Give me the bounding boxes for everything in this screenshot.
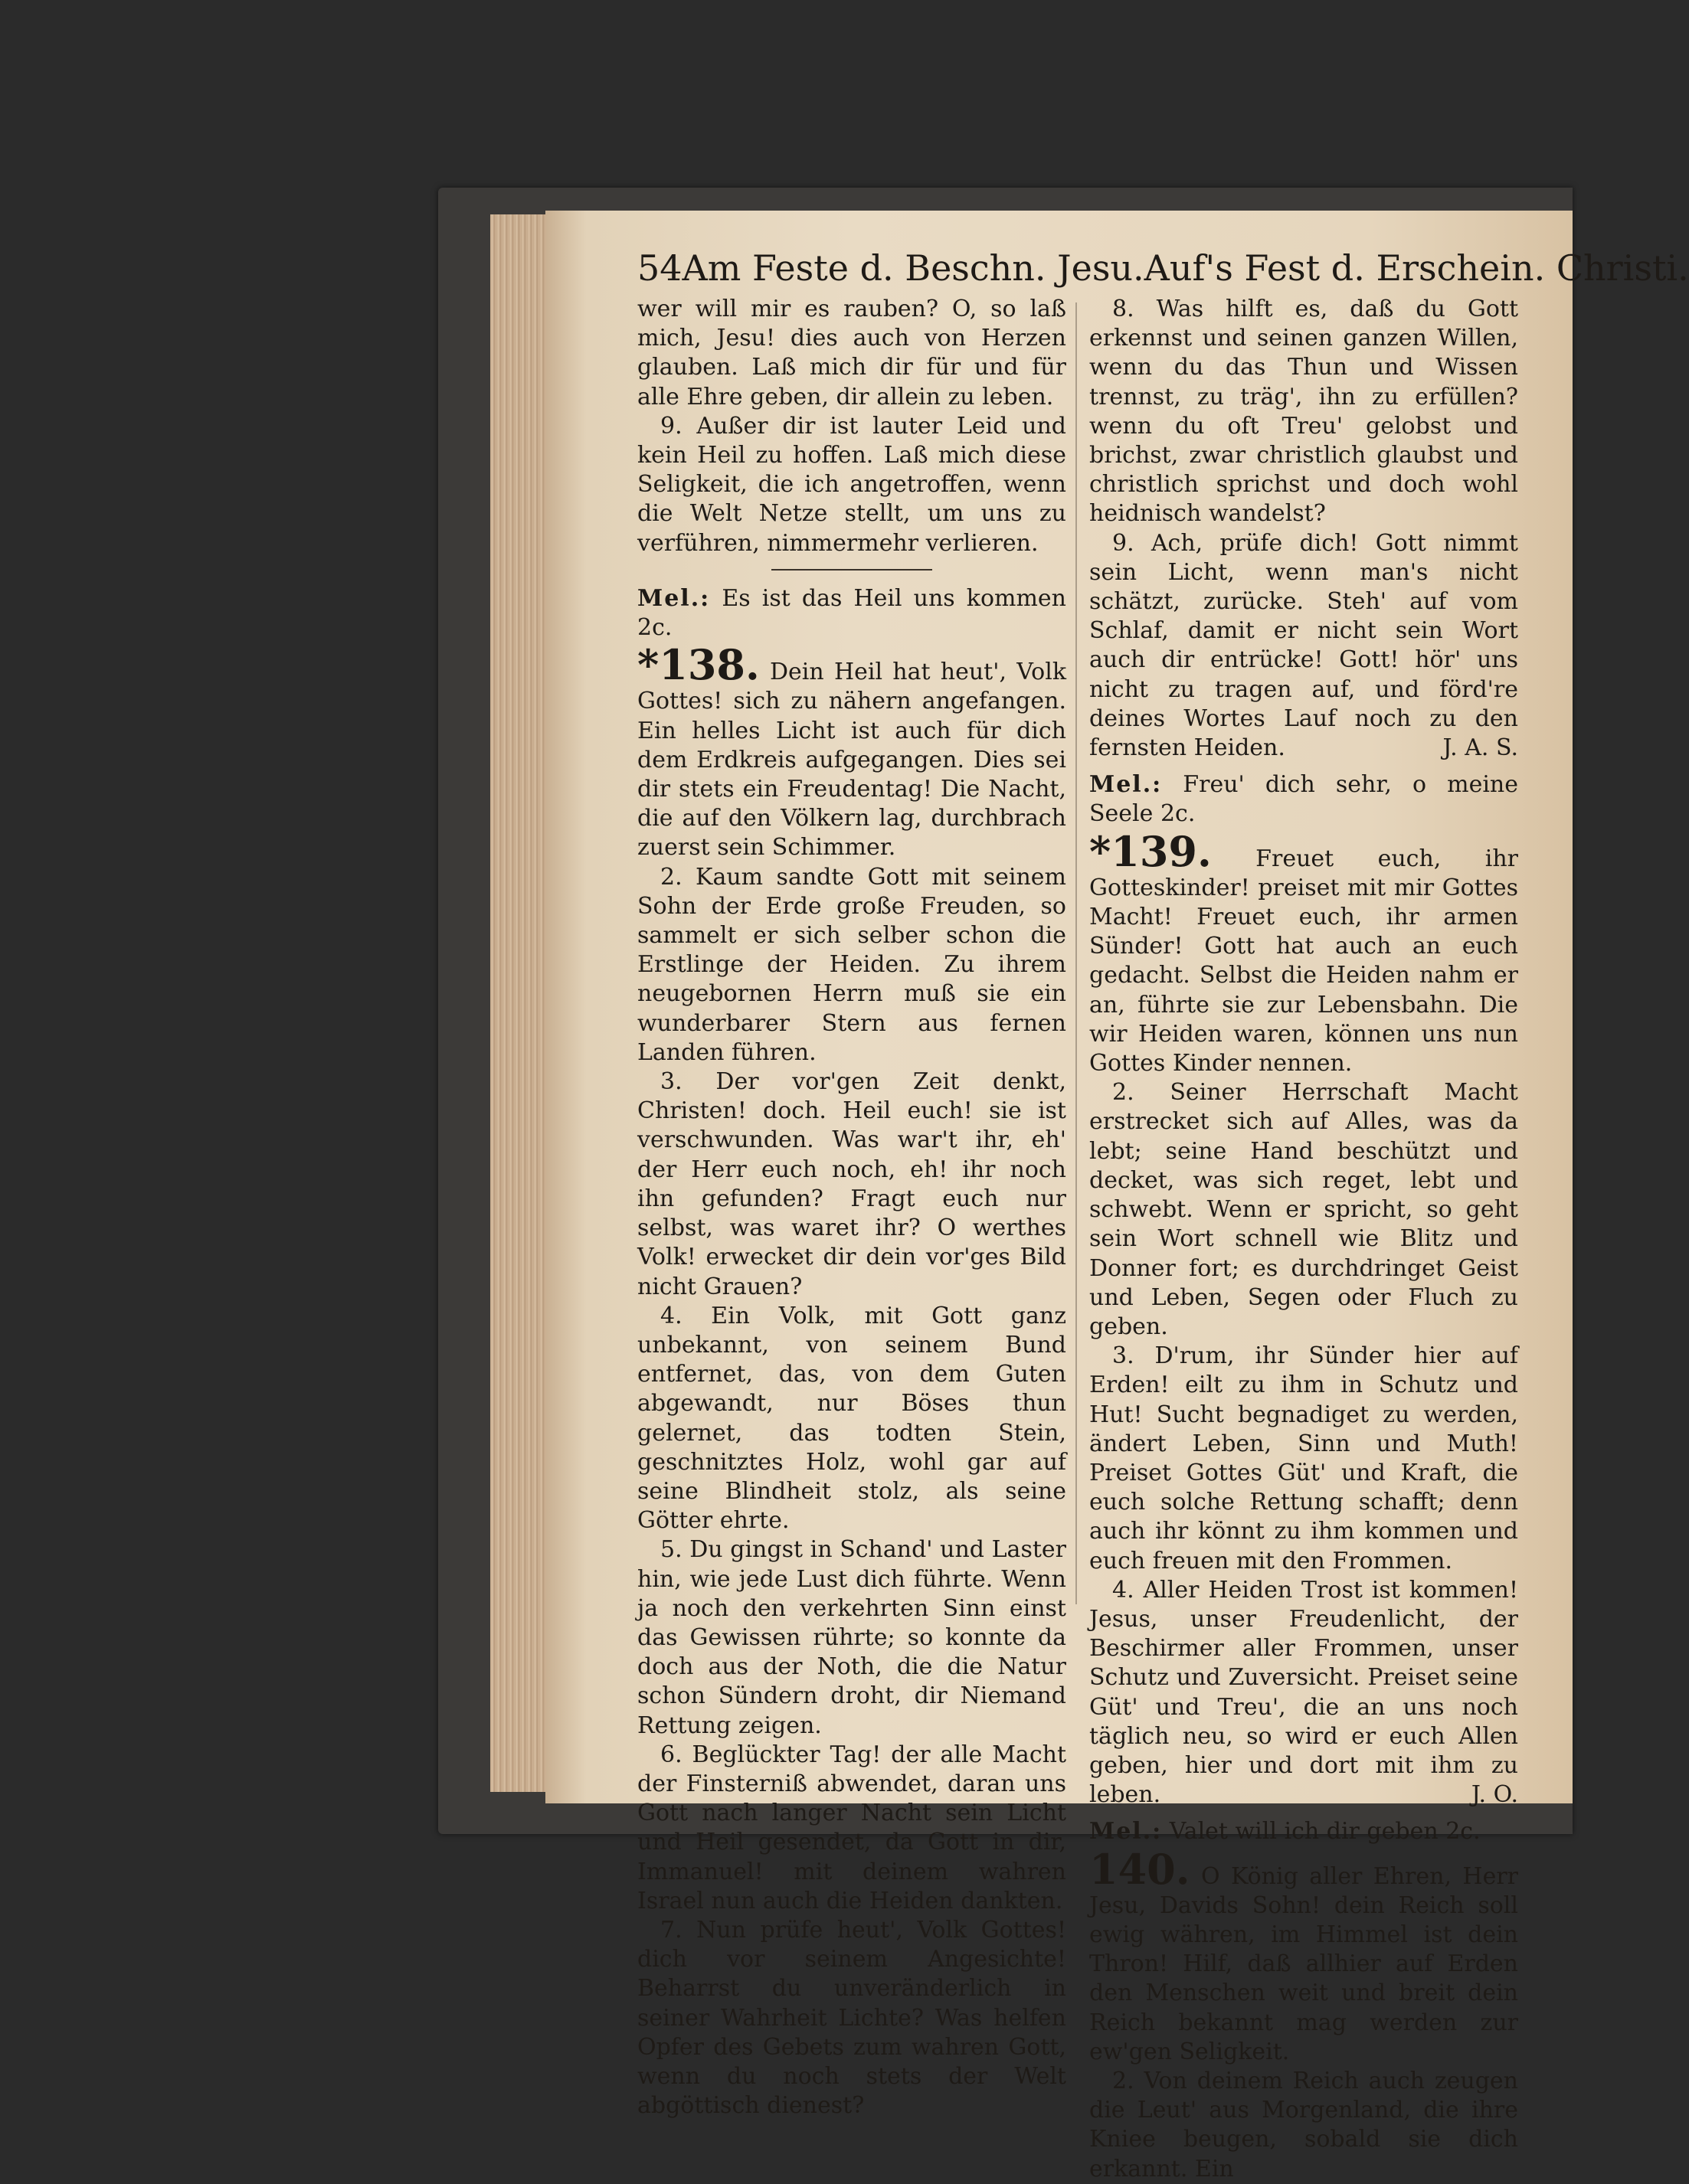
verse-continued: wer will mir es rauben? O, so laß mich, Jesu! dies auch von Herzen glauben. Laß mich dir für und für alle Ehre geben, dir allein zu leben.: [637, 296, 1066, 410]
hymn-138-verse-6: 6. Beglückter Tag! der alle Macht der Finsterniß abwendet, daran uns Gott nach langer Nacht sein Licht und Heil gesendet, da Gott in dir, Immanuel! mit deinem wahren Israel nun auch die Heiden dankten.: [637, 1741, 1066, 1914]
hymn-138-verse-7: 7. Nun prüfe heut', Volk Gottes! dich vor seinem Angesichte! Beharrst du unveränderlich in seiner Wahrheit Lichte? Was helfen Opfer des Gebets zum wahren Gott, wenn du noch stets der Welt abgöttisch dienest?: [637, 1916, 1066, 2120]
hymn-138-verse-4: 4. Ein Volk, mit Gott ganz unbekannt, von seinem Bund entfernet, das, von dem Guten abgewandt, nur Böses thun gelernet, das todten Stein, geschnitztes Holz, wohl gar auf seine Blindheit stolz, als seine Götter ehrte.: [637, 1302, 1066, 1535]
hymn-number-140: 140.: [1089, 1844, 1190, 1894]
header-right-title: Auf's Fest d. Erschein. Christi.: [1144, 247, 1689, 289]
verse-9: 9. Außer dir ist lauter Leid und kein Heil zu hoffen. Laß mich diese Seligkeit, die ich angetroffen, wenn die Welt Netze stellt, um uns zu verführen, nimmermehr verlieren.: [637, 412, 1066, 557]
hymn-138-verse-8: 8. Was hilft es, daß du Gott erkennst und seinen ganzen Willen, wenn du das Thun und Wissen trennst, zu träg', ihn zu erfüllen? wenn du oft Treu' gelobst und brichst, zwar christlich glaubst und christlich sprichst und doch wohl heidnisch wandelst?: [1089, 296, 1518, 528]
hymn-139-verse-3: 3. D'rum, ihr Sünder hier auf Erden! eilt zu ihm in Schutz und Hut! Sucht begnadiget zu werden, ändert Leben, Sinn und Muth! Preiset Gottes Güt' und Kraft, die euch solche Rettung schafft; denn auch ihr könnt zu ihm kommen und euch freuen mit den Frommen.: [1089, 1342, 1518, 1574]
hymn-139-verse-2: 2. Seiner Herrschaft Macht erstrecket sich auf Alles, was da lebt; seine Hand beschützt und decket, was sich reget, lebt und schwebt. Wenn er spricht, so geht sein Wort schnell wie Blitz und Donner fort; es durchdringet Geist und Leben, Segen oder Fluch zu geben.: [1089, 1079, 1518, 1340]
hymn-138-verse-9-text: 9. Ach, prüfe dich! Gott nimmt sein Licht, wenn man's nicht schätzt, zurücke. Steh' auf vom Schlaf, damit er nicht sein Wort auch dir entrücke! Gott! hör' uns nicht zu tragen auf, und förd're deines Wortes Lauf noch zu den fernsten Heiden.: [1089, 529, 1518, 762]
hymn-138-verse-9: [1089, 529, 1518, 763]
running-header: [637, 241, 1689, 295]
header-left-title: Am Feste d. Beschn. Jesu.: [682, 247, 1144, 289]
hymn-138-verse-2: 2. Kaum sandte Gott mit seinem Sohn der Erde große Freuden, so sammelt er sich selber schon die Erstlinge der Heiden. Zu ihrem neugebornen Herrn muß sie ein wunderbarer Stern aus fernen Landen führen.: [637, 863, 1066, 1066]
right-column: [1089, 295, 1518, 2184]
author-initials: J. O.: [1471, 1781, 1518, 1809]
hymn-139-verse-1-text: Freuet euch, ihr Gotteskinder! preiset mit mir Gottes Macht! Freuet euch, ihr armen Sünder! Gott hat auch an euch gedacht. Selbst die Heiden nahm er an, führte sie zur Lebensbahn. Die wir Heiden waren, können uns nun Gottes Kinder nennen.: [1089, 845, 1518, 1077]
melody-line: [1089, 770, 1518, 829]
melody-text: Freu' dich sehr, o meine Seele 2c.: [1089, 771, 1518, 828]
hymn-number-139: *139.: [1089, 826, 1212, 876]
hymn-140-verse-2: 2. Von deinem Reich auch zeugen die Leut' aus Morgenland, die ihre Kniee beugen, sobald sie dich erkannt. Ein: [1089, 2067, 1518, 2182]
column-divider: [1075, 302, 1077, 1604]
melody-label: Mel.:: [1089, 771, 1163, 799]
hymn-number-138: *138.: [637, 640, 760, 690]
section-rule: [771, 569, 932, 571]
melody-line: [637, 584, 1066, 642]
page-number: 54: [637, 247, 682, 289]
hymn-138-verse-1: [637, 640, 1066, 862]
melody-label: Mel.:: [1089, 1818, 1163, 1846]
melody-line: [1089, 1817, 1518, 1846]
hymn-139-verse-4: [1089, 1576, 1518, 1810]
left-column: [637, 295, 1066, 2120]
page-edges: [490, 214, 552, 1792]
hymn-138-verse-1-text: Dein Heil hat heut', Volk Gottes! sich zu nähern angefangen. Ein helles Licht ist auch für dich dem Erdkreis aufgegangen. Dies sei dir stets ein Freudentag! Die Nacht, die auf den Völkern lag, durchbrach zuerst sein Schimmer.: [637, 659, 1066, 862]
hymn-140-verse-1-text: O König aller Ehren, Herr Jesu, Davids Sohn! dein Reich soll ewig währen, im Himmel ist dein Thron! Hilf, daß allhier auf Erden den Menschen weit und breit dein Reich bekannt mag werden zur ew'gen Seligkeit.: [1089, 1862, 1518, 2065]
hymn-138-verse-5: 5. Du gingst in Schand' und Laster hin, wie jede Lust dich führte. Wenn ja noch den verkehrten Sinn einst das Gewissen rührte; so konnte da doch aus der Noth, die die Natur schon Sündern droht, dir Niemand Rettung zeigen.: [637, 1536, 1066, 1739]
melody-text: Valet will ich dir geben 2c.: [1169, 1818, 1481, 1846]
book-page: [545, 211, 1689, 2182]
hymn-139-verse-1: [1089, 826, 1518, 1079]
author-initials: J. A. S.: [1442, 734, 1518, 762]
hymn-139-verse-4-text: 4. Aller Heiden Trost ist kommen! Jesus, unser Freudenlicht, der Beschirmer aller Frommen, unser Schutz und Zuversicht. Preiset seine Güt' und Treu', die an uns noch täglich neu, so wird er euch Allen geben, hier und dort mit ihm zu leben.: [1089, 1576, 1518, 1809]
hymn-138-verse-3: 3. Der vor'gen Zeit denkt, Christen! doch. Heil euch! sie ist verschwunden. Was war't ihr, eh' der Herr euch noch, eh! ihr noch ihn gefunden? Fragt euch nur selbst, was waret ihr? O werthes Volk! erwecket dir dein vor'ges Bild nicht Grauen?: [637, 1068, 1066, 1300]
melody-text: Es ist das Heil uns kommen 2c.: [637, 584, 1066, 642]
melody-label: Mel.:: [637, 584, 711, 612]
hymn-140-verse-1: [1089, 1844, 1518, 2067]
